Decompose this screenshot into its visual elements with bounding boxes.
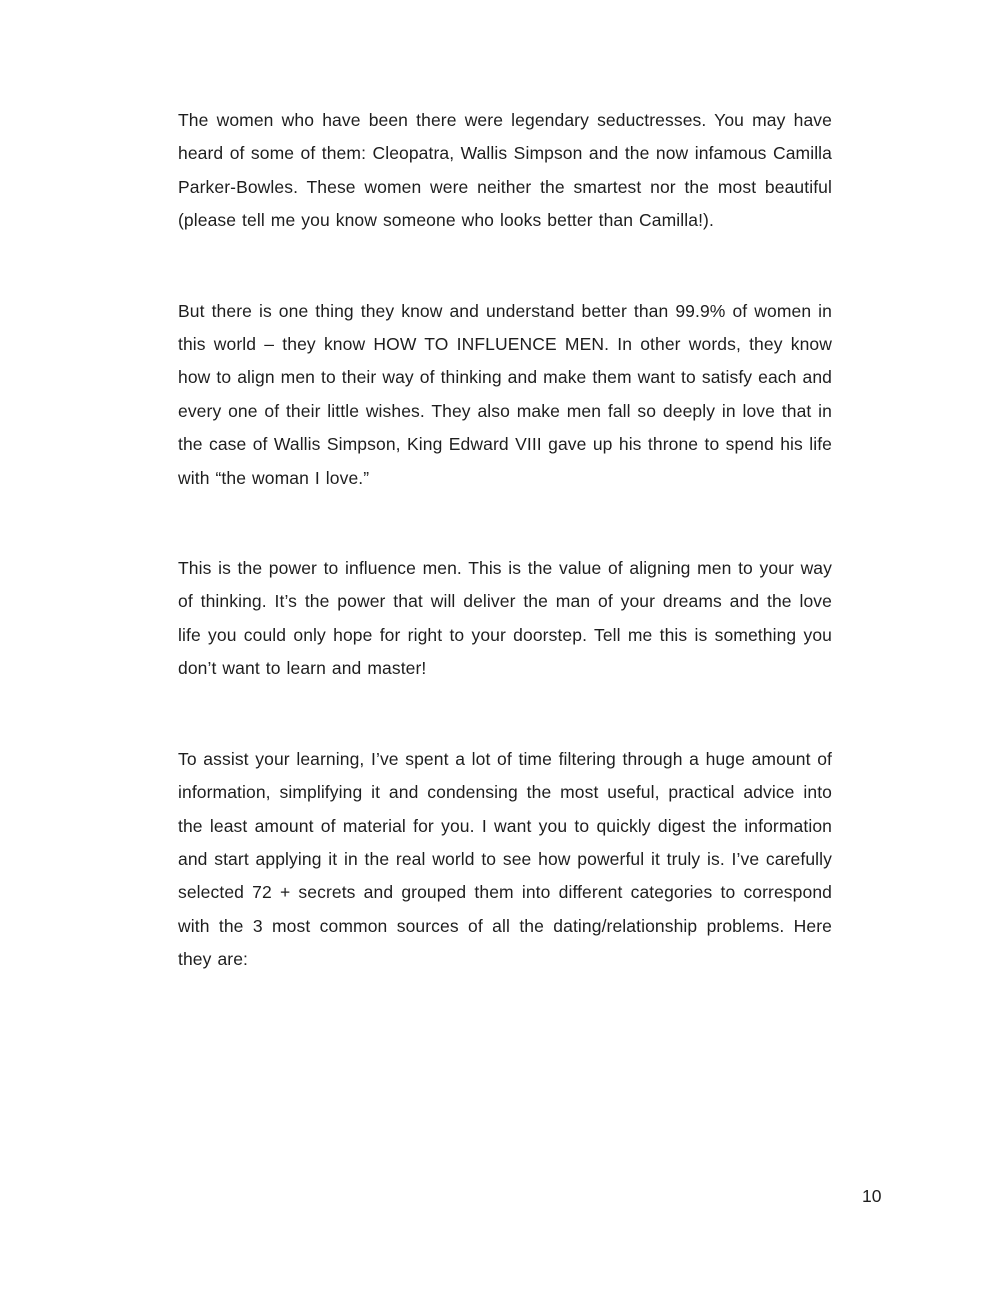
paragraph-power-to-influence: This is the power to influence men. This is the value of aligning men to your way of thinking. It’s the power that will deliver the man of your dreams and the love life you could only hope for right to your doorstep. Tell me this is something you don’t want to learn and master!	[178, 558, 832, 679]
paragraph-seductresses: The women who have been there were legendary seductresses. You may have heard of some of them: Cleopatra, Wallis Simpson and the now infamous Camilla Parker-Bowles. These women were neither the smartest nor the most beautiful (please tell me you know someone who looks better than Camilla!).	[178, 110, 832, 231]
page-number: 10	[862, 1186, 882, 1206]
paragraph-assist-learning: To assist your learning, I’ve spent a lot of time filtering through a huge amount of information, simplifying it and condensing the most useful, practical advice into the least amount of material for you. I want you to quickly digest the information and start applying it in the real world to see how powerful it truly is. I’ve carefully selected 72 + secrets and grouped them into different categories to correspond with the 3 most common sources of all the dating/relationship problems. Here they are:	[178, 748, 832, 970]
paragraph-influence-men: But there is one thing they know and understand better than 99.9% of women in this world – they know HOW TO INFLUENCE MEN. In other words, they know how to align men to their way of thinking and make them want to satisfy each and every one of their little wishes. They also make men fall so deeply in love that in the case of Wallis Simpson, King Edward VIII gave up his throne to spend his life with “the woman I love.”	[178, 300, 832, 488]
page-content	[178, 104, 832, 977]
